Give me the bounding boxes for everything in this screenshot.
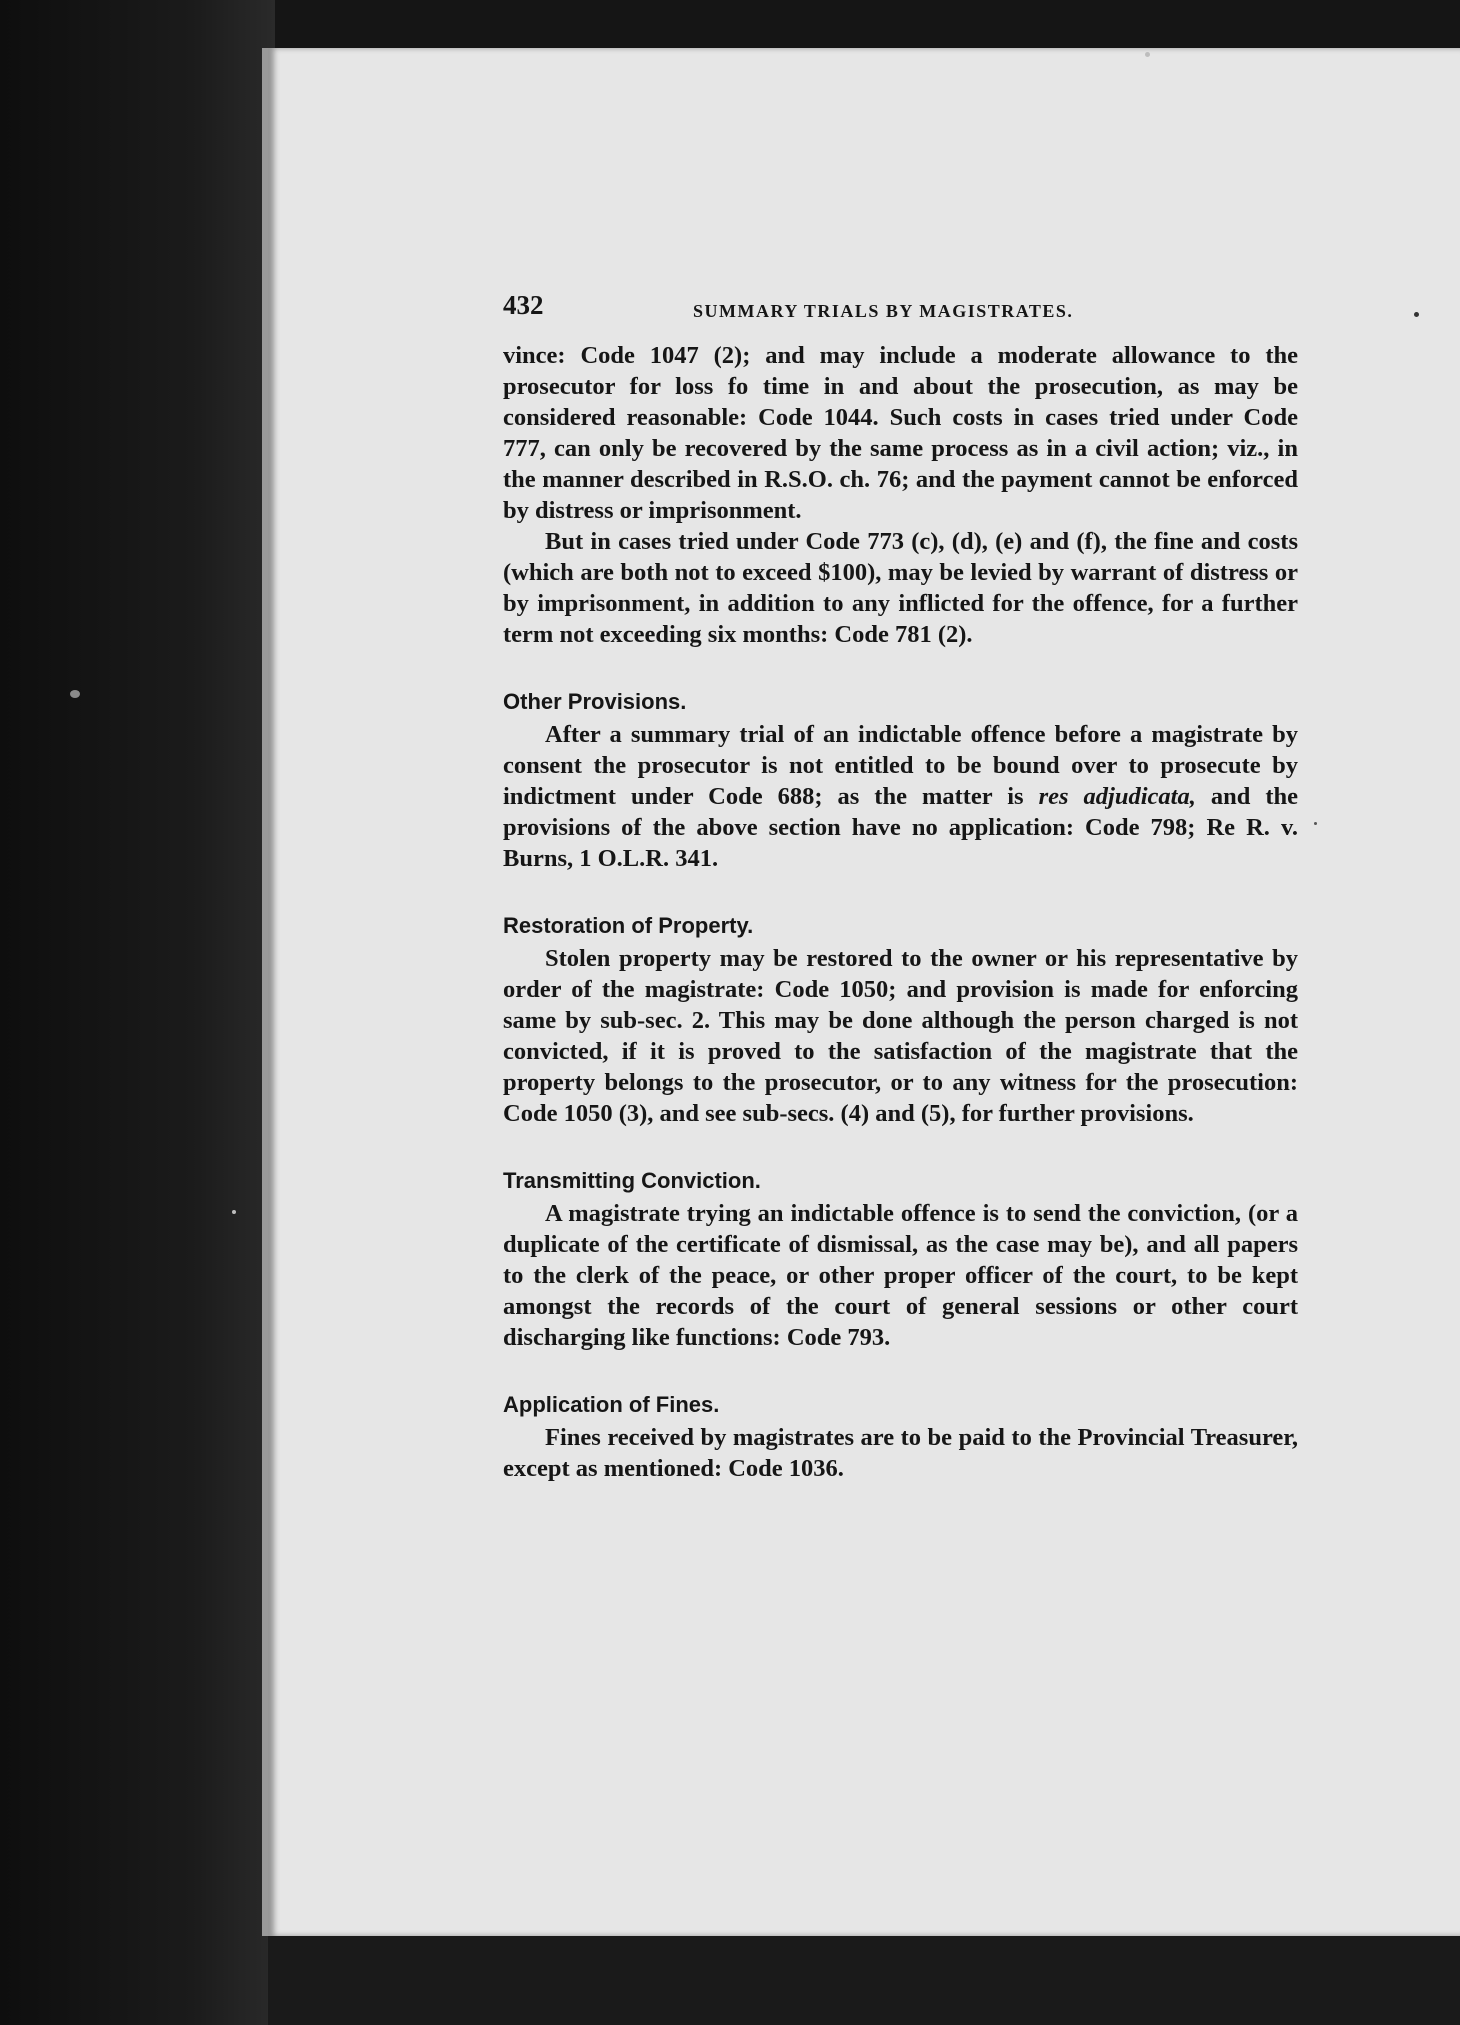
section-heading-fines: Application of Fines. [503, 1392, 720, 1417]
page-text [503, 290, 1298, 1484]
scan-bottom-margin [268, 1936, 1460, 2025]
page-header [503, 290, 1298, 326]
paragraph-transmitting: A magistrate trying an indictable offence is to send the conviction, (or a duplicate of the certificate of dismissal, as the case may be), and all papers to the clerk of the peace, or other proper officer of the court, to be kept amongst the records of the court of general sessions or other court discharging like functions: Code 793. [503, 1200, 1298, 1351]
scan-dark-margin [0, 0, 275, 2025]
scan-speck [1314, 822, 1317, 825]
paragraph-other-provisions-part-1: After a summary trial of an indictable offence before a magistrate by consent the prosecutor is not entitled to be bound over to prosecute by indictment under Code 688; as the matter is [503, 721, 1298, 810]
section-heading-other-provisions: Other Provisions. [503, 689, 687, 714]
running-title: SUMMARY TRIALS BY MAGISTRATES. [693, 301, 1074, 321]
paragraph-fines-costs: But in cases tried under Code 773 (c), (d), (e) and (f), the fine and costs (which are both not to exceed $100), may be levied by warrant of distress or by imprisonment, in addition to any inflicted for the offence, for a further term not exceeding six months: Code 781 (2). [503, 528, 1298, 648]
paragraph-other-provisions-part-2: and the provisions of the above section have no application: Code 798; Re R. v. Burns, 1 O.L.R. 341. [503, 783, 1298, 872]
italic-term: res adjudicata, [1038, 783, 1196, 810]
scan-speck [1145, 52, 1150, 57]
page-number: 432 [503, 290, 544, 320]
paragraph-costs: vince: Code 1047 (2); and may include a moderate allowance to the prosecutor for loss fo time in and about the prosecution, as may be considered reasonable: Code 1044. Such costs in cases tried under Code 777, can only be recovered by the same process as in a civil action; viz., in the manner described in R.S.O. ch. 76; and the payment cannot be enforced by distress or imprisonment. [503, 342, 1298, 524]
paragraph-restoration: Stolen property may be restored to the owner or his representative by order of the magistrate: Code 1050; and provision is made for enforcing same by sub-sec. 2. This may be done although the person charged is not convicted, if it is proved to the satisfaction of the magistrate that the property belongs to the prosecutor, or to any witness for the prosecution: Code 1050 (3), and see sub-secs. (4) and (5), for further provisions. [503, 945, 1298, 1127]
section-heading-restoration: Restoration of Property. [503, 913, 754, 938]
paragraph-other-provisions [503, 719, 1298, 874]
scan-speck [70, 690, 80, 698]
scan-speck [1414, 312, 1419, 317]
section-heading-transmitting: Transmitting Conviction. [503, 1168, 761, 1193]
paragraph-fines: Fines received by magistrates are to be paid to the Provincial Treasurer, except as mentioned: Code 1036. [503, 1424, 1298, 1482]
scan-speck [232, 1210, 236, 1214]
